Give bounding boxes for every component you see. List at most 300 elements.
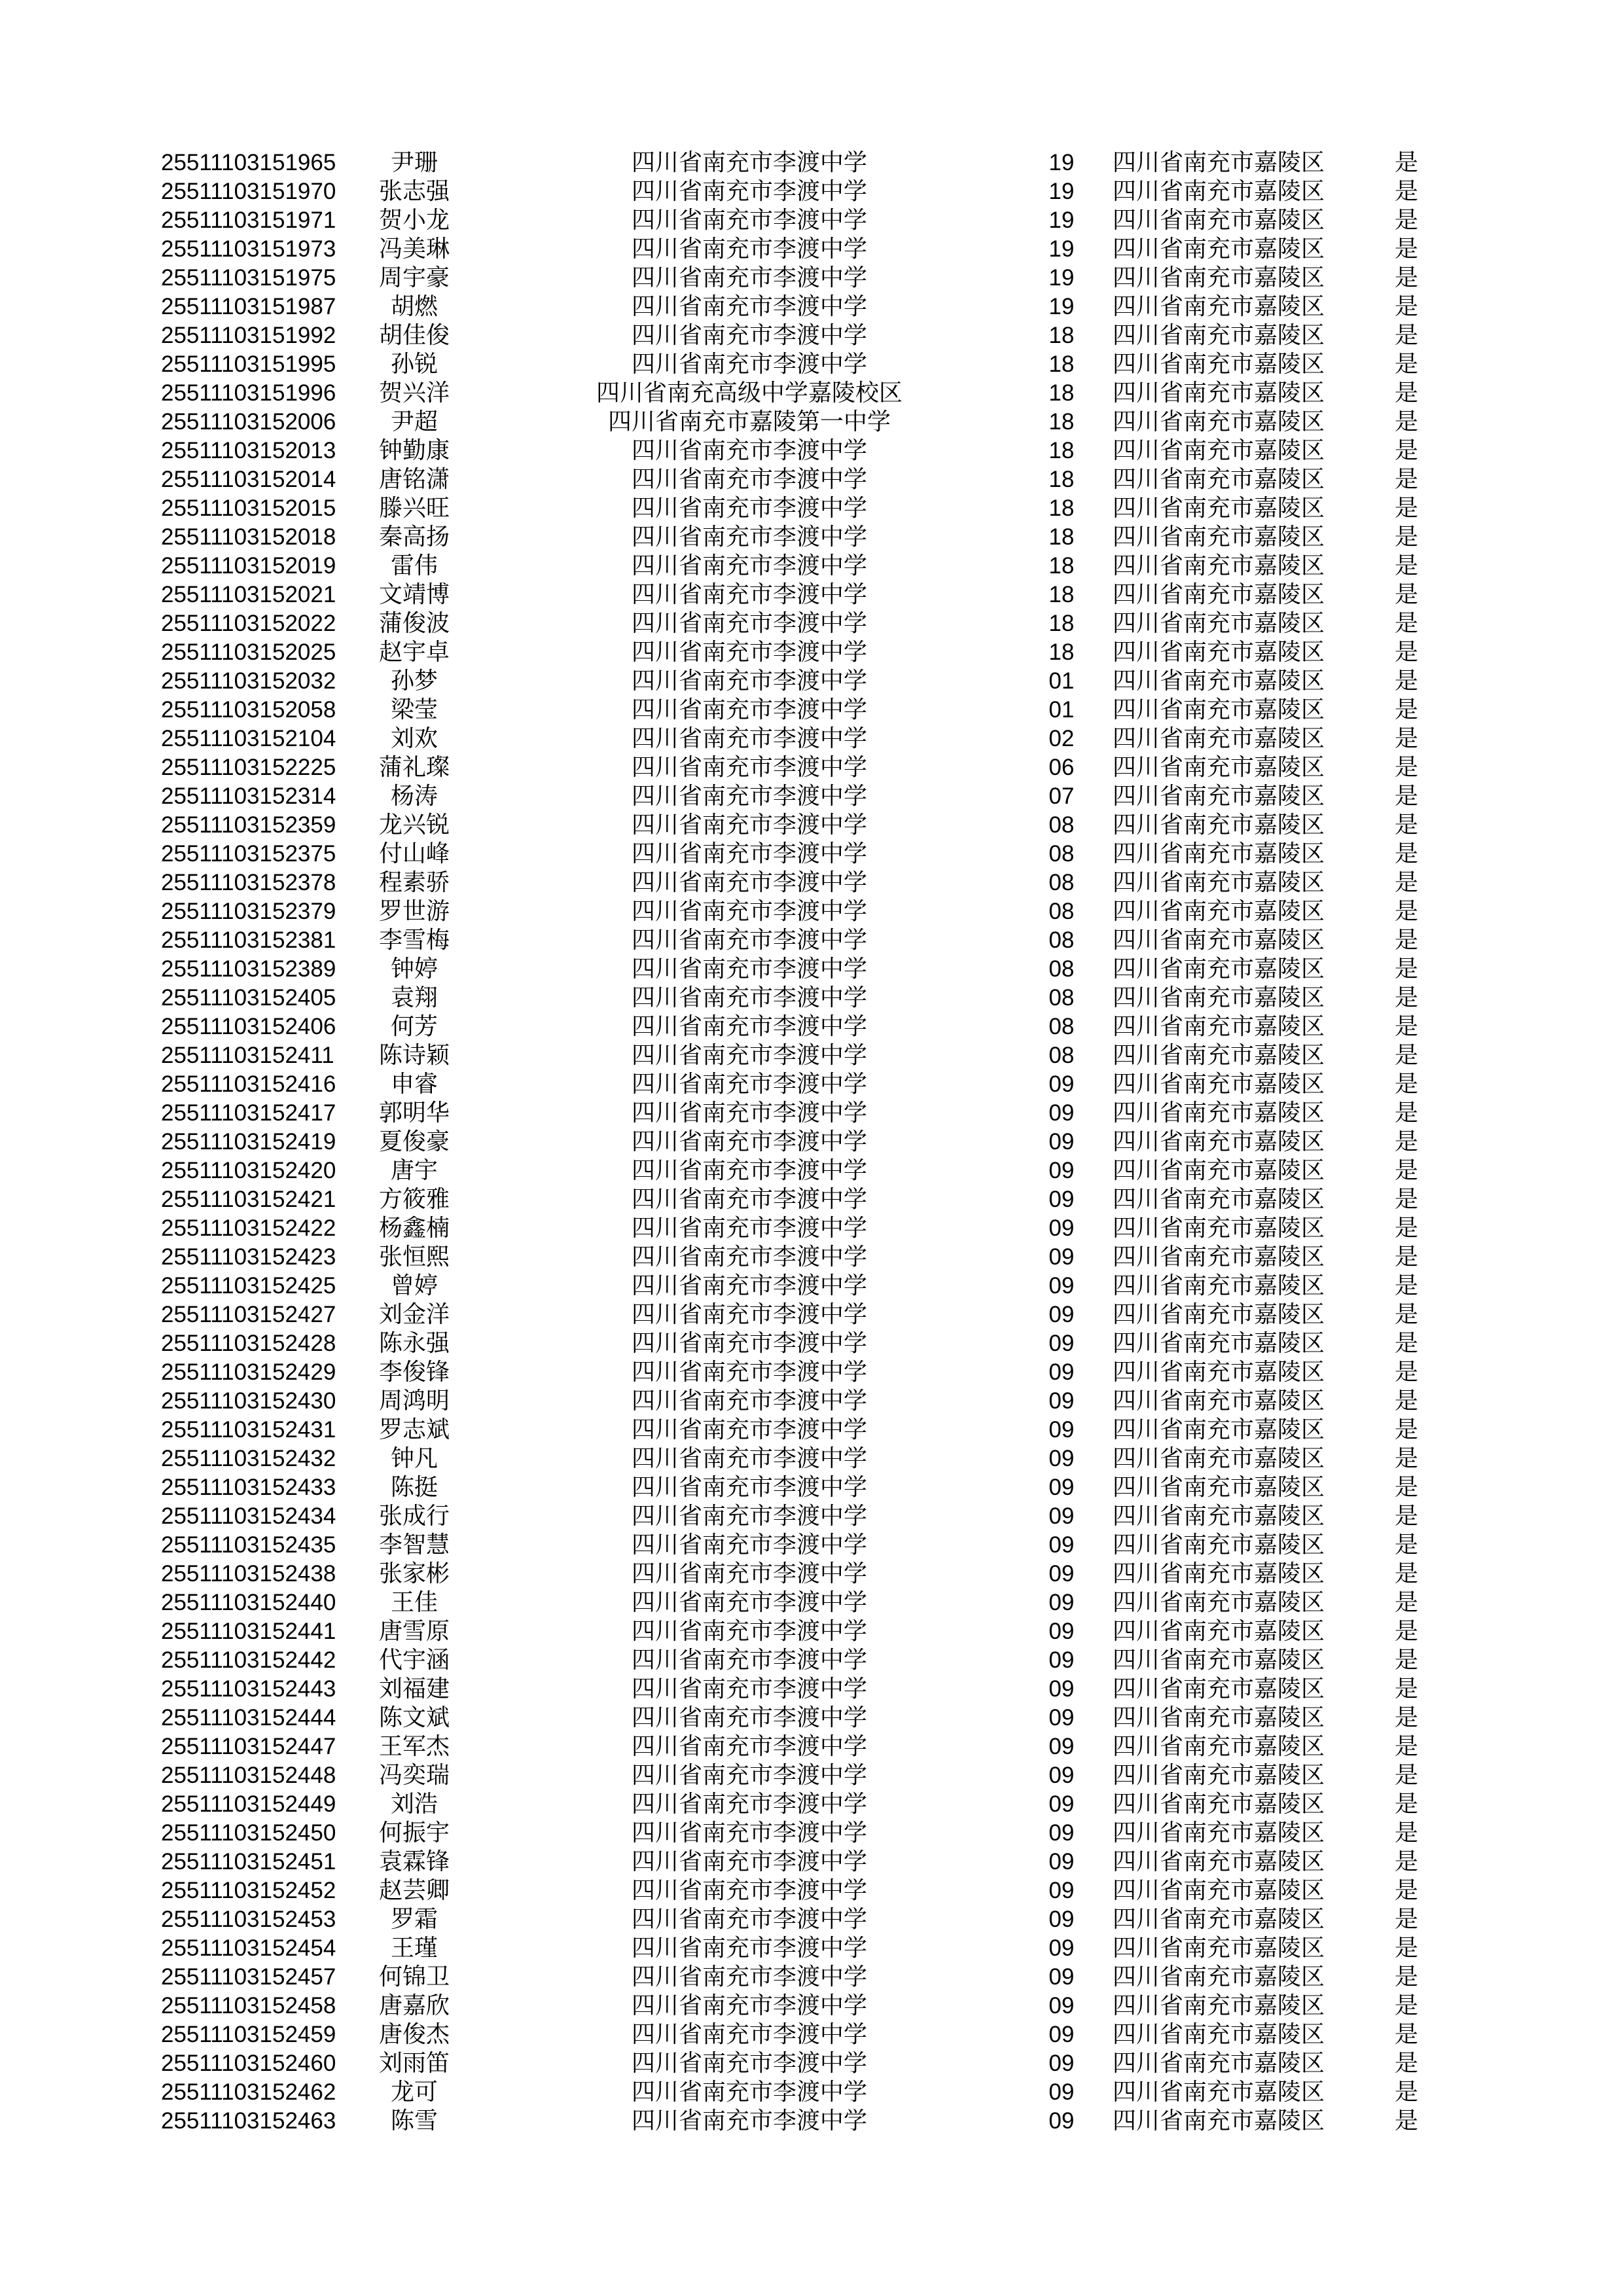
table-row xyxy=(0,206,1623,235)
student-id-cell: 25511103152421 xyxy=(161,1187,336,1212)
class-number-cell: 18 xyxy=(1048,380,1075,406)
class-number-cell: 18 xyxy=(1048,553,1075,579)
student-id-cell: 25511103152423 xyxy=(161,1244,336,1270)
table-row xyxy=(0,725,1623,753)
school-cell: 四川省南充市李渡中学 xyxy=(631,1791,867,1818)
district-cell: 四川省南充市嘉陵区 xyxy=(1112,1416,1325,1443)
confirmed-cell: 是 xyxy=(1394,1820,1418,1846)
district-cell: 四川省南充市嘉陵区 xyxy=(1112,495,1325,522)
student-id-cell: 25511103152430 xyxy=(161,1388,336,1414)
confirmed-cell: 是 xyxy=(1394,178,1418,205)
confirmed-cell: 是 xyxy=(1394,1877,1418,1904)
class-number-cell: 19 xyxy=(1048,207,1075,233)
district-cell: 四川省南充市嘉陵区 xyxy=(1112,725,1325,752)
confirmed-cell: 是 xyxy=(1394,495,1418,522)
district-cell: 四川省南充市嘉陵区 xyxy=(1112,1935,1325,1962)
school-cell: 四川省南充市李渡中学 xyxy=(631,1388,867,1414)
student-id-cell: 25511103151992 xyxy=(161,323,336,348)
table-row xyxy=(0,1473,1623,1502)
class-number-cell: 01 xyxy=(1048,668,1075,694)
table-row xyxy=(0,350,1623,379)
student-name-cell: 王瑾 xyxy=(390,1935,438,1962)
class-number-cell: 09 xyxy=(1048,1071,1075,1097)
district-cell: 四川省南充市嘉陵区 xyxy=(1112,1186,1325,1213)
school-cell: 四川省南充市李渡中学 xyxy=(631,581,867,608)
class-number-cell: 08 xyxy=(1048,899,1075,924)
student-id-cell: 25511103152443 xyxy=(161,1676,336,1702)
confirmed-cell: 是 xyxy=(1394,2108,1418,2134)
confirmed-cell: 是 xyxy=(1394,1445,1418,1472)
table-row xyxy=(0,177,1623,206)
student-name-cell: 李智慧 xyxy=(378,1532,450,1558)
school-cell: 四川省南充市李渡中学 xyxy=(631,1676,867,1702)
table-row xyxy=(0,523,1623,552)
district-cell: 四川省南充市嘉陵区 xyxy=(1112,1848,1325,1875)
school-cell: 四川省南充市李渡中学 xyxy=(631,1762,867,1789)
class-number-cell: 08 xyxy=(1048,985,1075,1011)
confirmed-cell: 是 xyxy=(1394,293,1418,320)
district-cell: 四川省南充市嘉陵区 xyxy=(1112,898,1325,925)
district-cell: 四川省南充市嘉陵区 xyxy=(1112,380,1325,406)
table-row xyxy=(0,581,1623,609)
district-cell: 四川省南充市嘉陵区 xyxy=(1112,351,1325,378)
class-number-cell: 09 xyxy=(1048,1417,1075,1443)
class-number-cell: 09 xyxy=(1048,1331,1075,1356)
student-name-cell: 代宇涵 xyxy=(378,1647,450,1674)
student-name-cell: 袁霖锋 xyxy=(378,1848,450,1875)
confirmed-cell: 是 xyxy=(1394,264,1418,291)
student-name-cell: 刘金洋 xyxy=(378,1301,450,1328)
student-id-cell: 25511103152420 xyxy=(161,1158,336,1183)
student-id-cell: 25511103152025 xyxy=(161,639,336,665)
district-cell: 四川省南充市嘉陵区 xyxy=(1112,696,1325,723)
confirmed-cell: 是 xyxy=(1394,1100,1418,1126)
class-number-cell: 09 xyxy=(1048,2022,1075,2047)
school-cell: 四川省南充市李渡中学 xyxy=(631,437,867,464)
student-name-cell: 杨鑫楠 xyxy=(378,1215,450,1242)
class-number-cell: 08 xyxy=(1048,956,1075,982)
class-number-cell: 08 xyxy=(1048,812,1075,838)
district-cell: 四川省南充市嘉陵区 xyxy=(1112,1676,1325,1702)
student-id-cell: 25511103152375 xyxy=(161,841,336,867)
district-cell: 四川省南充市嘉陵区 xyxy=(1112,2108,1325,2134)
school-cell: 四川省南充市李渡中学 xyxy=(631,1416,867,1443)
student-id-cell: 25511103152406 xyxy=(161,1014,336,1039)
class-number-cell: 18 xyxy=(1048,495,1075,521)
school-cell: 四川省南充市李渡中学 xyxy=(631,1359,867,1386)
confirmed-cell: 是 xyxy=(1394,524,1418,550)
class-number-cell: 09 xyxy=(1048,1475,1075,1500)
district-cell: 四川省南充市嘉陵区 xyxy=(1112,668,1325,694)
confirmed-cell: 是 xyxy=(1394,1301,1418,1328)
class-number-cell: 08 xyxy=(1048,1043,1075,1068)
student-id-cell: 25511103152449 xyxy=(161,1791,336,1817)
student-id-cell: 25511103152427 xyxy=(161,1302,336,1327)
table-row xyxy=(0,667,1623,696)
table-row xyxy=(0,696,1623,725)
class-number-cell: 09 xyxy=(1048,1503,1075,1529)
student-id-cell: 25511103152454 xyxy=(161,1935,336,1961)
class-number-cell: 09 xyxy=(1048,1763,1075,1788)
student-id-cell: 25511103151970 xyxy=(161,179,336,204)
school-cell: 四川省南充市李渡中学 xyxy=(631,2108,867,2134)
table-row xyxy=(0,1531,1623,1560)
school-cell: 四川省南充市李渡中学 xyxy=(631,1935,867,1962)
district-cell: 四川省南充市嘉陵区 xyxy=(1112,236,1325,262)
class-number-cell: 06 xyxy=(1048,755,1075,780)
district-cell: 四川省南充市嘉陵区 xyxy=(1112,1100,1325,1126)
confirmed-cell: 是 xyxy=(1394,1272,1418,1299)
student-id-cell: 25511103152429 xyxy=(161,1359,336,1385)
student-id-cell: 25511103152419 xyxy=(161,1129,336,1155)
confirmed-cell: 是 xyxy=(1394,1762,1418,1789)
confirmed-cell: 是 xyxy=(1394,984,1418,1011)
student-id-cell: 25511103152104 xyxy=(161,726,336,751)
table-row xyxy=(0,1185,1623,1214)
table-row xyxy=(0,465,1623,494)
confirmed-cell: 是 xyxy=(1394,1676,1418,1702)
table-row xyxy=(0,638,1623,667)
school-cell: 四川省南充市李渡中学 xyxy=(631,812,867,838)
table-row xyxy=(0,1358,1623,1387)
student-name-cell: 尹超 xyxy=(390,408,438,435)
district-cell: 四川省南充市嘉陵区 xyxy=(1112,1042,1325,1069)
class-number-cell: 09 xyxy=(1048,1388,1075,1414)
school-cell: 四川省南充市李渡中学 xyxy=(631,610,867,637)
school-cell: 四川省南充市李渡中学 xyxy=(631,898,867,925)
table-row xyxy=(0,1588,1623,1617)
student-id-cell: 25511103152441 xyxy=(161,1619,336,1644)
confirmed-cell: 是 xyxy=(1394,1992,1418,2019)
class-number-cell: 09 xyxy=(1048,1129,1075,1155)
district-cell: 四川省南充市嘉陵区 xyxy=(1112,1992,1325,2019)
district-cell: 四川省南充市嘉陵区 xyxy=(1112,1388,1325,1414)
table-row xyxy=(0,1617,1623,1646)
confirmed-cell: 是 xyxy=(1394,1733,1418,1760)
student-name-cell: 唐宇 xyxy=(390,1157,438,1184)
district-cell: 四川省南充市嘉陵区 xyxy=(1112,783,1325,810)
confirmed-cell: 是 xyxy=(1394,1560,1418,1587)
class-number-cell: 18 xyxy=(1048,611,1075,636)
student-name-cell: 秦高扬 xyxy=(378,524,450,550)
student-id-cell: 25511103152225 xyxy=(161,755,336,780)
student-name-cell: 刘浩 xyxy=(390,1791,438,1818)
class-number-cell: 19 xyxy=(1048,236,1075,262)
district-cell: 四川省南充市嘉陵区 xyxy=(1112,524,1325,550)
student-id-cell: 25511103151971 xyxy=(161,207,336,233)
district-cell: 四川省南充市嘉陵区 xyxy=(1112,2079,1325,2106)
student-name-cell: 杨涛 xyxy=(390,783,438,810)
student-name-cell: 张成行 xyxy=(378,1503,450,1530)
class-number-cell: 09 xyxy=(1048,2079,1075,2105)
table-row xyxy=(0,1070,1623,1099)
school-cell: 四川省南充市李渡中学 xyxy=(631,178,867,205)
student-name-cell: 文靖博 xyxy=(378,581,450,608)
student-name-cell: 贺小龙 xyxy=(378,207,450,234)
class-number-cell: 09 xyxy=(1048,1273,1075,1299)
district-cell: 四川省南充市嘉陵区 xyxy=(1112,149,1325,176)
school-cell: 四川省南充市李渡中学 xyxy=(631,2021,867,2048)
confirmed-cell: 是 xyxy=(1394,1964,1418,1990)
confirmed-cell: 是 xyxy=(1394,1589,1418,1616)
class-number-cell: 09 xyxy=(1048,1935,1075,1961)
district-cell: 四川省南充市嘉陵区 xyxy=(1112,1733,1325,1760)
table-row xyxy=(0,2078,1623,2107)
student-id-cell: 25511103152381 xyxy=(161,927,336,953)
table-row xyxy=(0,1099,1623,1128)
district-cell: 四川省南充市嘉陵区 xyxy=(1112,437,1325,464)
school-cell: 四川省南充市李渡中学 xyxy=(631,322,867,349)
table-row xyxy=(0,1761,1623,1790)
table-row xyxy=(0,1214,1623,1243)
student-id-cell: 25511103152462 xyxy=(161,2079,336,2105)
district-cell: 四川省南充市嘉陵区 xyxy=(1112,207,1325,234)
confirmed-cell: 是 xyxy=(1394,725,1418,752)
school-cell: 四川省南充市李渡中学 xyxy=(631,264,867,291)
school-cell: 四川省南充市李渡中学 xyxy=(631,725,867,752)
student-id-cell: 25511103152422 xyxy=(161,1215,336,1241)
student-id-cell: 25511103152432 xyxy=(161,1446,336,1471)
school-cell: 四川省南充市李渡中学 xyxy=(631,1128,867,1155)
class-number-cell: 09 xyxy=(1048,1446,1075,1471)
student-id-cell: 25511103152447 xyxy=(161,1734,336,1759)
class-number-cell: 09 xyxy=(1048,2051,1075,2076)
student-id-cell: 25511103152019 xyxy=(161,553,336,579)
student-id-cell: 25511103152451 xyxy=(161,1849,336,1874)
district-cell: 四川省南充市嘉陵区 xyxy=(1112,812,1325,838)
district-cell: 四川省南充市嘉陵区 xyxy=(1112,927,1325,954)
school-cell: 四川省南充市李渡中学 xyxy=(631,639,867,666)
class-number-cell: 09 xyxy=(1048,1532,1075,1558)
student-name-cell: 陈诗颖 xyxy=(378,1042,450,1069)
student-name-cell: 何锦卫 xyxy=(378,1964,450,1990)
confirmed-cell: 是 xyxy=(1394,466,1418,493)
table-row xyxy=(0,1300,1623,1329)
class-number-cell: 09 xyxy=(1048,1561,1075,1587)
class-number-cell: 09 xyxy=(1048,1647,1075,1673)
table-row xyxy=(0,408,1623,437)
student-name-cell: 郭明华 xyxy=(378,1100,450,1126)
table-row xyxy=(0,1876,1623,1905)
class-number-cell: 19 xyxy=(1048,294,1075,319)
class-number-cell: 19 xyxy=(1048,150,1075,175)
school-cell: 四川省南充市李渡中学 xyxy=(631,1186,867,1213)
student-name-cell: 罗志斌 xyxy=(378,1416,450,1443)
district-cell: 四川省南充市嘉陵区 xyxy=(1112,639,1325,666)
school-cell: 四川省南充市李渡中学 xyxy=(631,1071,867,1098)
student-id-cell: 25511103152442 xyxy=(161,1647,336,1673)
school-cell: 四川省南充市李渡中学 xyxy=(631,1244,867,1270)
student-name-cell: 刘福建 xyxy=(378,1676,450,1702)
district-cell: 四川省南充市嘉陵区 xyxy=(1112,1647,1325,1674)
district-cell: 四川省南充市嘉陵区 xyxy=(1112,1215,1325,1242)
student-name-cell: 刘雨笛 xyxy=(378,2050,450,2077)
student-id-cell: 25511103151996 xyxy=(161,380,336,406)
class-number-cell: 19 xyxy=(1048,179,1075,204)
student-id-cell: 25511103152014 xyxy=(161,467,336,492)
district-cell: 四川省南充市嘉陵区 xyxy=(1112,293,1325,320)
confirmed-cell: 是 xyxy=(1394,1503,1418,1530)
class-number-cell: 09 xyxy=(1048,1100,1075,1126)
school-cell: 四川省南充市李渡中学 xyxy=(631,495,867,522)
district-cell: 四川省南充市嘉陵区 xyxy=(1112,869,1325,896)
confirmed-cell: 是 xyxy=(1394,1013,1418,1040)
student-name-cell: 陈雪 xyxy=(390,2108,438,2134)
student-name-cell: 唐铭潇 xyxy=(378,466,450,493)
confirmed-cell: 是 xyxy=(1394,1128,1418,1155)
table-row xyxy=(0,379,1623,408)
confirmed-cell: 是 xyxy=(1394,927,1418,954)
class-number-cell: 09 xyxy=(1048,1302,1075,1327)
confirmed-cell: 是 xyxy=(1394,783,1418,810)
student-id-cell: 25511103152314 xyxy=(161,783,336,809)
school-cell: 四川省南充市李渡中学 xyxy=(631,524,867,550)
student-id-cell: 25511103152021 xyxy=(161,582,336,607)
student-name-cell: 唐俊杰 xyxy=(378,2021,450,2048)
student-name-cell: 方筱雅 xyxy=(378,1186,450,1213)
district-cell: 四川省南充市嘉陵区 xyxy=(1112,1877,1325,1904)
table-row xyxy=(0,840,1623,869)
confirmed-cell: 是 xyxy=(1394,1330,1418,1357)
confirmed-cell: 是 xyxy=(1394,668,1418,694)
table-row xyxy=(0,321,1623,350)
table-row xyxy=(0,1387,1623,1416)
table-row xyxy=(0,1963,1623,1992)
student-name-cell: 陈永强 xyxy=(378,1330,450,1357)
table-row xyxy=(0,235,1623,264)
class-number-cell: 08 xyxy=(1048,1014,1075,1039)
school-cell: 四川省南充市李渡中学 xyxy=(631,1157,867,1184)
class-number-cell: 08 xyxy=(1048,927,1075,953)
table-row xyxy=(0,2107,1623,2136)
student-name-cell: 胡佳俊 xyxy=(378,322,450,349)
confirmed-cell: 是 xyxy=(1394,1215,1418,1242)
confirmed-cell: 是 xyxy=(1394,1157,1418,1184)
school-cell: 四川省南充市李渡中学 xyxy=(631,783,867,810)
confirmed-cell: 是 xyxy=(1394,1244,1418,1270)
district-cell: 四川省南充市嘉陵区 xyxy=(1112,2021,1325,2048)
confirmed-cell: 是 xyxy=(1394,812,1418,838)
confirmed-cell: 是 xyxy=(1394,1388,1418,1414)
confirmed-cell: 是 xyxy=(1394,1704,1418,1731)
district-cell: 四川省南充市嘉陵区 xyxy=(1112,1272,1325,1299)
table-row xyxy=(0,1819,1623,1848)
table-row xyxy=(0,753,1623,782)
class-number-cell: 09 xyxy=(1048,1878,1075,1903)
student-id-cell: 25511103152434 xyxy=(161,1503,336,1529)
school-cell: 四川省南充市李渡中学 xyxy=(631,754,867,781)
table-row xyxy=(0,897,1623,926)
confirmed-cell: 是 xyxy=(1394,1532,1418,1558)
student-name-cell: 何芳 xyxy=(390,1013,438,1040)
student-id-cell: 25511103152013 xyxy=(161,438,336,463)
table-row xyxy=(0,2020,1623,2049)
school-cell: 四川省南充市李渡中学 xyxy=(631,1992,867,2019)
district-cell: 四川省南充市嘉陵区 xyxy=(1112,1532,1325,1558)
confirmed-cell: 是 xyxy=(1394,1359,1418,1386)
table-row xyxy=(0,437,1623,465)
student-id-cell: 25511103152389 xyxy=(161,956,336,982)
confirmed-cell: 是 xyxy=(1394,956,1418,982)
class-number-cell: 02 xyxy=(1048,726,1075,751)
confirmed-cell: 是 xyxy=(1394,840,1418,867)
student-name-cell: 曾婷 xyxy=(390,1272,438,1299)
class-number-cell: 09 xyxy=(1048,1907,1075,1932)
district-cell: 四川省南充市嘉陵区 xyxy=(1112,1964,1325,1990)
student-name-cell: 程素骄 xyxy=(378,869,450,896)
confirmed-cell: 是 xyxy=(1394,581,1418,608)
table-row xyxy=(0,1905,1623,1934)
school-cell: 四川省南充市李渡中学 xyxy=(631,1560,867,1587)
student-id-cell: 25511103152022 xyxy=(161,611,336,636)
student-id-cell: 25511103152433 xyxy=(161,1475,336,1500)
student-name-cell: 唐雪原 xyxy=(378,1618,450,1645)
district-cell: 四川省南充市嘉陵区 xyxy=(1112,1503,1325,1530)
table-row xyxy=(0,1272,1623,1300)
confirmed-cell: 是 xyxy=(1394,351,1418,378)
student-id-cell: 25511103152378 xyxy=(161,870,336,895)
school-cell: 四川省南充市李渡中学 xyxy=(631,1272,867,1299)
confirmed-cell: 是 xyxy=(1394,696,1418,723)
table-row xyxy=(0,1243,1623,1272)
class-number-cell: 09 xyxy=(1048,1676,1075,1702)
student-id-cell: 25511103151973 xyxy=(161,236,336,262)
district-cell: 四川省南充市嘉陵区 xyxy=(1112,1474,1325,1501)
student-name-cell: 钟婷 xyxy=(390,956,438,982)
confirmed-cell: 是 xyxy=(1394,1186,1418,1213)
student-id-cell: 25511103152425 xyxy=(161,1273,336,1299)
table-row xyxy=(0,1848,1623,1876)
school-cell: 四川省南充市李渡中学 xyxy=(631,984,867,1011)
student-name-cell: 王军杰 xyxy=(378,1733,450,1760)
student-id-cell: 25511103152379 xyxy=(161,899,336,924)
school-cell: 四川省南充市李渡中学 xyxy=(631,1445,867,1472)
student-name-cell: 罗霜 xyxy=(390,1906,438,1933)
table-row xyxy=(0,782,1623,811)
class-number-cell: 09 xyxy=(1048,1964,1075,1990)
table-row xyxy=(0,293,1623,321)
school-cell: 四川省南充市李渡中学 xyxy=(631,1330,867,1357)
student-name-cell: 滕兴旺 xyxy=(378,495,450,522)
class-number-cell: 09 xyxy=(1048,1791,1075,1817)
student-name-cell: 钟勤康 xyxy=(378,437,450,464)
student-name-cell: 何振宇 xyxy=(378,1820,450,1846)
district-cell: 四川省南充市嘉陵区 xyxy=(1112,466,1325,493)
district-cell: 四川省南充市嘉陵区 xyxy=(1112,178,1325,205)
district-cell: 四川省南充市嘉陵区 xyxy=(1112,1128,1325,1155)
student-id-cell: 25511103152458 xyxy=(161,1993,336,2018)
confirmed-cell: 是 xyxy=(1394,1416,1418,1443)
student-name-cell: 付山峰 xyxy=(378,840,450,867)
school-cell: 四川省南充市李渡中学 xyxy=(631,869,867,896)
school-cell: 四川省南充市李渡中学 xyxy=(631,956,867,982)
confirmed-cell: 是 xyxy=(1394,610,1418,637)
table-row xyxy=(0,1013,1623,1041)
class-number-cell: 09 xyxy=(1048,1820,1075,1846)
confirmed-cell: 是 xyxy=(1394,1071,1418,1098)
student-id-cell: 25511103152006 xyxy=(161,409,336,435)
table-row xyxy=(0,984,1623,1013)
district-cell: 四川省南充市嘉陵区 xyxy=(1112,322,1325,349)
school-cell: 四川省南充市李渡中学 xyxy=(631,1733,867,1760)
school-cell: 四川省南充市李渡中学 xyxy=(631,1820,867,1846)
district-cell: 四川省南充市嘉陵区 xyxy=(1112,984,1325,1011)
table-row xyxy=(0,1992,1623,2020)
student-name-cell: 刘欢 xyxy=(390,725,438,752)
school-cell: 四川省南充高级中学嘉陵校区 xyxy=(596,380,902,406)
class-number-cell: 01 xyxy=(1048,697,1075,723)
confirmed-cell: 是 xyxy=(1394,1935,1418,1962)
